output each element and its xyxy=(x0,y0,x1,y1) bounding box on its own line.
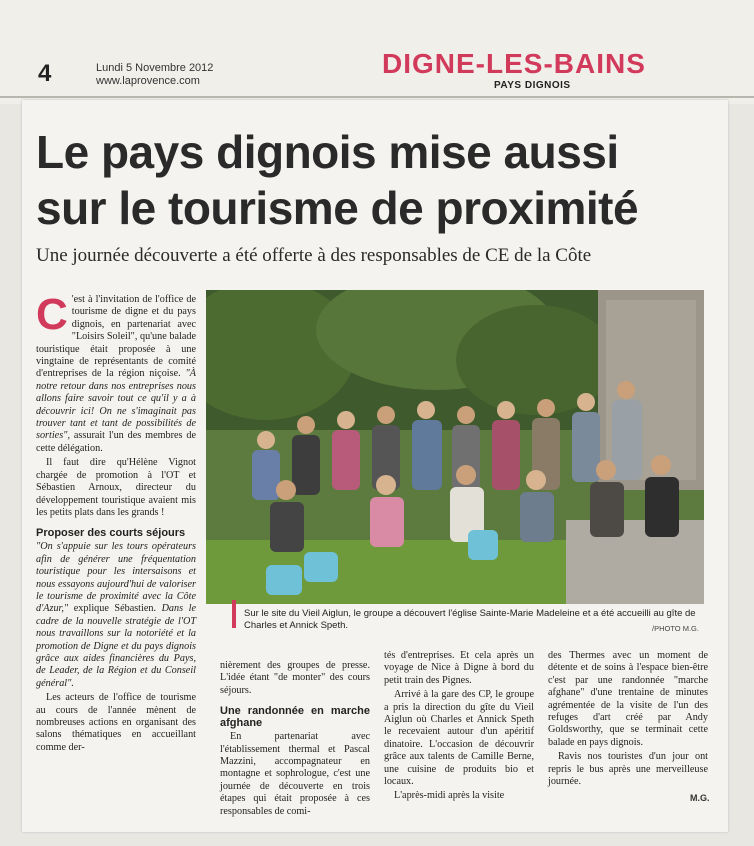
subhead-randonnee: Une randonnée en marche afghane xyxy=(220,705,370,730)
quote-1-attribution: assurait l'un des membres de cette délégation. xyxy=(36,430,196,454)
subhead-courts-sejours: Proposer des courts séjours xyxy=(36,527,186,540)
quote-2-attribution: explique Sébastien. xyxy=(68,603,157,615)
col4-paragraph-2: Ravis nos touristes d'un jour ont repris le bus après une merveilleuse journée. xyxy=(548,751,708,788)
column-4 xyxy=(548,650,708,790)
subsection-title: PAYS DIGNOIS xyxy=(494,80,571,91)
quote-3: Dans le cadre de la nouvelle stratégie de l'OT nous travaillons sur la notoriété et la promotion de Digne et du pays dignois grâce aux aides financières du Pays, de Leader, de la Région et du Conseil général". xyxy=(36,603,196,689)
col2-top: nièrement des groupes de presse. L'idée étant "de monter" des cours séjours. xyxy=(220,660,370,696)
website-link[interactable]: www.laprovence.com xyxy=(96,75,200,87)
standfirst: Une journée découverte a été offerte à des responsables de CE de la Côte xyxy=(36,245,592,266)
issue-date xyxy=(96,62,213,88)
col2-paragraph: En partenariat avec l'établissement thermal et Pascal Mazzini, accompagnateur en montagne et sophrologue, c'est une journée de découverte en trois étapes qui était proposée à ces responsables de comi- xyxy=(220,731,370,817)
intro-text: 'est à l'invitation de l'office de tourisme de digne et du pays dignois, en partenariat avec "Loisirs Soleil", qu'une balade touristique était proposée à une vingtaine de représentants de comité d'entreprises de la région niçoise. xyxy=(36,294,196,380)
date-text: Lundi 5 Novembre 2012 xyxy=(96,62,214,74)
col3-paragraph-2: Arrivé à la gare des CP, le groupe a pris la direction du gîte du Vieil Aiglun où Charles et Annick Speth le recevaient autour d'un apéritif dinatoire. L'occasion de découvrir grâce aux talents de Camille Berne, une cuisine de produits bio et locaux. xyxy=(384,689,534,788)
photo-caption: Sur le site du Vieil Aiglun, le groupe a découvert l'église Sainte-Marie Madeleine et a été accueilli au gîte de Charles et Annick Speth. xyxy=(244,608,696,631)
photo-credit: /PHOTO M.G. xyxy=(652,624,699,633)
column-2 xyxy=(220,660,370,820)
page-number: 4 xyxy=(38,60,52,87)
headline-line-2: sur le tourisme de proximité xyxy=(36,182,639,234)
paragraph-2: Il faut dire qu'Hélène Vignot chargée de promotion à l'OT et Sébastien Arnoux, directeur du développement touristique avaient mis les petits plats dans les grands ! xyxy=(36,457,196,518)
intro-paragraph xyxy=(36,290,196,455)
column-1 xyxy=(36,290,196,756)
paragraph-4: Les acteurs de l'office de tourisme au cours de l'année mènent de nombreuses actions en organisant des salons thématiques en accueillant comme der- xyxy=(36,692,196,753)
col3-paragraph-1: tés d'entreprises. Et cela après un voyage de Nice à Digne à bord du petit train des Pignes. xyxy=(384,650,534,686)
headline-line-1: Le pays dignois mise aussi xyxy=(36,126,619,178)
column-3 xyxy=(384,650,534,805)
group-photo-image xyxy=(206,290,704,604)
section-title: DIGNE-LES-BAINS xyxy=(382,48,646,79)
col4-paragraph-1: des Thermes avec un moment de détente et de soins à l'espace bien-être c'est par une randonnée "marche afghane" d'une trentaine de minutes agrémentée de la visite de l'un des refuges d'art créé par Andy Goldsworthy, que se terminait cette balade en pays dignois. xyxy=(548,650,708,748)
header-rule xyxy=(0,96,754,98)
author-signature: M.G. xyxy=(690,793,710,803)
drop-cap: C xyxy=(36,290,68,339)
quote-2: "On s'appuie sur les tours opérateurs afin de générer une fréquentation touristique pour les intersaisons et nous essayons aujourd'hui de valoriser le tourisme de proximité avec la Côte d'Azur," xyxy=(36,541,196,615)
headline xyxy=(36,124,716,236)
col3-paragraph-3: L'après-midi après la visite xyxy=(394,790,505,802)
paragraph-3 xyxy=(36,541,196,690)
group-photo xyxy=(206,290,704,604)
caption-accent xyxy=(232,600,236,628)
quote-1: "À notre retour dans nos entreprises nous allons faire savoir tout ce qu'il y a à découvrir ici! On ne s'imaginait pas trouver tant et tant de possibilités de sorties", xyxy=(36,368,196,442)
